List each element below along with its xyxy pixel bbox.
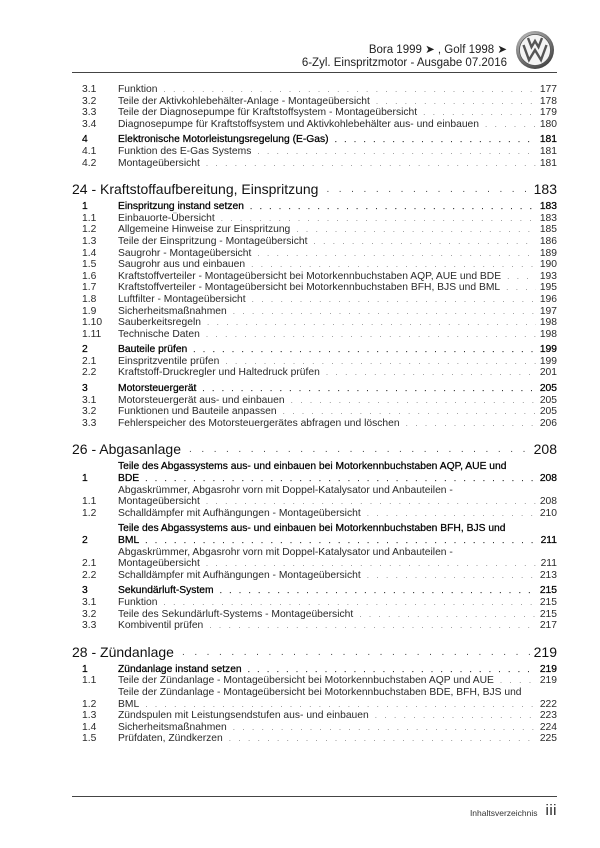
dot-leader: [193, 344, 536, 356]
dot-leader: [220, 585, 536, 597]
toc-subsection-entry[interactable]: [72, 317, 557, 329]
toc-subsection-entry[interactable]: [72, 119, 557, 131]
entry-number: 2: [82, 344, 88, 356]
entry-title: Motorsteuergerät aus- und einbauen: [118, 394, 285, 406]
dot-leader: [206, 329, 536, 341]
entry-body: [118, 213, 557, 225]
entry-title: Einspritzventile prüfen: [118, 355, 220, 367]
toc-subsection-entry[interactable]: [72, 224, 557, 236]
entry-number: 2.2: [82, 367, 97, 379]
toc-subsection-entry[interactable]: [72, 485, 557, 508]
dot-leader: [229, 733, 536, 745]
entry-body: [118, 722, 557, 734]
toc-subsection-entry[interactable]: [72, 508, 557, 520]
entry-title: Kombiventil prüfen: [118, 620, 204, 632]
entry-body: [118, 383, 557, 395]
toc-chapter-heading[interactable]: [72, 644, 557, 660]
dot-leader: [485, 119, 536, 131]
entry-page-number: 223: [539, 710, 557, 722]
header-divider: [72, 72, 557, 73]
toc-chapter-heading[interactable]: [72, 181, 557, 197]
entry-number: 1.5: [82, 259, 97, 271]
toc-subsection-entry[interactable]: [72, 597, 557, 609]
dot-leader: [145, 699, 536, 711]
entry-body: [118, 119, 557, 131]
entry-page-number: 179: [539, 107, 557, 119]
entry-body: [118, 248, 557, 260]
toc-subsection-entry[interactable]: [72, 406, 557, 418]
entry-title: Saugrohr - Montageübersicht: [118, 247, 252, 259]
entry-page-number: 225: [539, 733, 557, 745]
entry-body: [118, 609, 557, 621]
entry-number: 1: [82, 663, 88, 675]
entry-page-number: 197: [539, 305, 557, 317]
entry-body: [118, 329, 557, 341]
entry-body: [118, 620, 557, 632]
entry-number: 3: [82, 383, 88, 395]
entry-number: 1.3: [82, 710, 97, 722]
dot-leader: [250, 201, 536, 213]
header-text: [302, 44, 507, 70]
entry-body: [118, 84, 557, 96]
toc-section-entry[interactable]: [72, 383, 557, 395]
entry-body: [118, 406, 557, 418]
entry-page-number: 198: [539, 317, 557, 329]
entry-number: 3.3: [82, 620, 97, 632]
chapter-page-number: 208: [533, 441, 557, 458]
toc-subsection-entry[interactable]: [72, 356, 557, 368]
entry-body: [118, 236, 557, 248]
entry-title: Abgaskrümmer, Abgasrohr vorn mit Doppel-Katalysator und Anbauteilen -: [118, 546, 453, 558]
entry-title: Montageübersicht: [118, 157, 200, 169]
dot-leader: [145, 535, 536, 547]
entry-page-number: 222: [539, 698, 557, 710]
entry-title: Sicherheitsmaßnahmen: [118, 721, 227, 733]
entry-title: Kraftstoffverteiler - Montageübersicht bei Motorkennbuchstaben BFH, BJS und BML: [118, 282, 501, 294]
entry-number: 3.3: [82, 107, 97, 119]
entry-page-number: 208: [539, 496, 557, 508]
toc-subsection-entry[interactable]: [72, 259, 557, 271]
dot-leader: [225, 356, 536, 368]
toc-subsection-entry[interactable]: [72, 609, 557, 621]
dot-leader: [221, 213, 536, 225]
entry-title: Teile der Zündanlage - Montageübersicht bei Motorkennbuchstaben AQP und AUE: [118, 675, 494, 687]
toc-subsection-entry[interactable]: [72, 570, 557, 582]
toc-subsection-entry[interactable]: [72, 282, 557, 294]
entry-page-number: 190: [539, 259, 557, 271]
entry-number: 2.2: [82, 569, 97, 581]
toc-subsection-entry[interactable]: [72, 158, 557, 170]
entry-body: [118, 570, 557, 582]
entry-number: 1.11: [82, 328, 102, 340]
entry-number: 3.4: [82, 118, 97, 130]
entry-page-number: 186: [539, 235, 557, 247]
entry-body: [118, 356, 557, 368]
toc-section-entry[interactable]: [72, 523, 557, 546]
entry-number: 3.1: [82, 394, 97, 406]
entry-page-number: 211: [540, 535, 557, 546]
entry-body: [118, 158, 557, 170]
entry-number: 1.8: [82, 293, 97, 305]
toc-subsection-entry[interactable]: [72, 96, 557, 108]
entry-body: [118, 107, 557, 119]
entry-page-number: 211: [540, 558, 557, 570]
entry-page-number: 210: [539, 507, 557, 519]
dot-leader: [500, 675, 536, 687]
entry-title: Zündspulen mit Leistungsendstufen aus- und einbauen: [118, 710, 369, 722]
entry-number: 1.3: [82, 235, 97, 247]
entry-number: 1.1: [82, 212, 97, 224]
entry-title: Teile des Abgassystems aus- und einbauen bei Motorkennbuchstaben BFH, BJS und: [118, 523, 506, 535]
entry-number: 4.2: [82, 157, 97, 169]
entry-title: Funktion des E-Gas Systems: [118, 145, 252, 157]
entry-page-number: 215: [539, 585, 557, 597]
entry-page-number: 181: [539, 145, 557, 157]
entry-body: [118, 687, 557, 710]
entry-title-continued: [118, 473, 557, 485]
toc-subsection-entry[interactable]: [72, 248, 557, 260]
dot-leader: [375, 710, 536, 722]
entry-body: [118, 282, 557, 294]
entry-title: Technische Daten: [118, 328, 200, 340]
entry-title-continued: [118, 699, 557, 711]
entry-number: 3.2: [82, 95, 97, 107]
toc-subsection-entry[interactable]: [72, 306, 557, 318]
entry-page-number: 199: [539, 344, 557, 356]
dot-leader: [367, 508, 536, 520]
dot-leader: [207, 317, 536, 329]
dot-leader: [248, 664, 536, 676]
entry-page-number: 199: [539, 355, 557, 367]
dot-leader: [209, 620, 536, 632]
entry-number: 1.2: [82, 507, 97, 519]
entry-body: [118, 146, 557, 158]
entry-body: [118, 271, 557, 283]
dot-leader: [291, 395, 536, 407]
entry-title: Funktionen und Bauteile anpassen: [118, 406, 277, 418]
entry-number: 3.2: [82, 608, 97, 620]
entry-page-number: 193: [539, 270, 557, 282]
entry-title: Bauteile prüfen: [118, 344, 188, 356]
dot-leader: [233, 306, 536, 318]
dot-leader: [506, 282, 536, 294]
entry-body: [118, 294, 557, 306]
entry-number: 1.4: [82, 721, 97, 733]
entry-page-number: 213: [539, 569, 557, 581]
toc-subsection-entry[interactable]: [72, 395, 557, 407]
chapter-page-number: 183: [533, 181, 557, 198]
entry-title: Diagnosepumpe für Kraftstoffsystem und Aktivkohlebehälter aus- und einbauen: [118, 118, 479, 130]
entry-page-number: 198: [539, 328, 557, 340]
entry-title-continued: [118, 535, 557, 547]
dot-leader: [257, 146, 535, 158]
entry-body: [118, 710, 557, 722]
entry-title: Luftfilter - Montageübersicht: [118, 293, 246, 305]
entry-number: 1.1: [82, 496, 97, 508]
toc-subsection-entry[interactable]: [72, 620, 557, 632]
entry-title: Saugrohr aus und einbauen: [118, 259, 246, 271]
entry-title: Zündanlage instand setzen: [118, 663, 242, 675]
entry-number: 2.1: [82, 558, 97, 570]
toc-section-entry[interactable]: [72, 664, 557, 676]
entry-title: Teile des Abgassystems aus- und einbauen bei Motorkennbuchstaben AQP, AUE und: [118, 461, 507, 473]
dot-leader: [202, 383, 535, 395]
dot-leader: [283, 406, 536, 418]
entry-number: 3.1: [82, 84, 97, 95]
entry-number: 1.4: [82, 247, 97, 259]
dot-leader: [189, 443, 532, 457]
entry-number: 1.5: [82, 733, 97, 745]
toc-section-entry[interactable]: [72, 461, 557, 484]
dot-leader: [507, 271, 536, 283]
dot-leader: [376, 96, 536, 108]
entry-body: [118, 224, 557, 236]
entry-page-number: 205: [539, 406, 557, 418]
entry-number: 1.2: [82, 698, 97, 710]
entry-number: 3.3: [82, 417, 97, 429]
entry-page-number: 181: [539, 134, 557, 146]
toc-subsection-entry[interactable]: [72, 418, 557, 430]
toc-section-entry[interactable]: [72, 134, 557, 146]
page-header: [72, 0, 557, 74]
toc-subsection-entry[interactable]: [72, 687, 557, 710]
dot-leader: [233, 722, 536, 734]
footer-label: Inhaltsverzeichnis: [469, 808, 538, 818]
entry-title: Teile der Diagnosepumpe für Kraftstoffsystem - Montageübersicht: [118, 107, 418, 119]
entry-body: [118, 259, 557, 271]
entry-number: 4: [82, 134, 88, 146]
entry-page-number: 206: [539, 417, 557, 429]
toc-subsection-entry[interactable]: [72, 236, 557, 248]
toc-subsection-entry[interactable]: [72, 146, 557, 158]
toc-subsection-entry[interactable]: [72, 271, 557, 283]
entry-body: [118, 597, 557, 609]
entry-number: 1.6: [82, 270, 97, 282]
entry-page-number: 185: [539, 224, 557, 236]
entry-title: Schalldämpfer mit Aufhängungen - Montageübersicht: [118, 569, 361, 581]
entry-title-line2: Montageübersicht: [118, 558, 200, 570]
entry-body: [118, 664, 557, 676]
entry-body: [118, 675, 557, 687]
dot-leader: [406, 418, 536, 430]
entry-number: 2.1: [82, 355, 97, 367]
entry-page-number: 177: [539, 84, 557, 95]
entry-title: Sicherheitsmaßnahmen: [118, 305, 227, 317]
entry-page-number: 195: [539, 282, 557, 294]
chapter-title: 24 - Kraftstoffaufbereitung, Einspritzung: [72, 181, 319, 198]
entry-title: Einbauorte-Übersicht: [118, 212, 215, 224]
entry-title: Abgaskrümmer, Abgasrohr vorn mit Doppel-Katalysator und Anbauteilen -: [118, 484, 453, 496]
entry-title-line2: BML: [118, 535, 140, 546]
entry-body: [118, 306, 557, 318]
entry-page-number: 180: [539, 118, 557, 130]
entry-title: Elektronische Motorleistungsregelung (E-Gas): [118, 134, 329, 146]
toc-subsection-entry[interactable]: [72, 84, 557, 96]
entry-title: Teile der Zündanlage - Montageübersicht bei Motorkennbuchstaben BDE, BFH, BJS und: [118, 686, 522, 698]
entry-page-number: 189: [539, 247, 557, 259]
dot-leader: [367, 570, 536, 582]
entry-title: Teile der Einspritzung - Montageübersicht: [118, 235, 308, 247]
toc-subsection-entry[interactable]: [72, 733, 557, 745]
vw-logo-icon: [515, 30, 555, 70]
entry-page-number: 183: [539, 212, 557, 224]
entry-page-number: 219: [539, 663, 557, 675]
entry-title: Kraftstoff-Druckregler und Haltedruck prüfen: [118, 367, 320, 379]
table-of-contents: [72, 84, 557, 745]
dot-leader: [164, 597, 536, 609]
entry-number: 1.2: [82, 224, 97, 236]
footer-page-number: iii: [545, 802, 557, 819]
entry-page-number: 205: [539, 383, 557, 395]
dot-leader: [313, 236, 535, 248]
dot-leader: [326, 183, 531, 197]
entry-body: [118, 461, 557, 484]
toc-subsection-entry[interactable]: [72, 294, 557, 306]
toc-section-entry[interactable]: [72, 201, 557, 213]
entry-page-number: 178: [539, 95, 557, 107]
entry-title: Teile des Sekundärluft-Systems - Montageübersicht: [118, 608, 354, 620]
toc-subsection-entry[interactable]: [72, 722, 557, 734]
entry-page-number: 181: [539, 157, 557, 169]
entry-title: Einspritzung instand setzen: [118, 201, 244, 213]
chapter-title: 26 - Abgasanlage: [72, 441, 181, 458]
dot-leader: [257, 248, 535, 260]
entry-page-number: 224: [539, 721, 557, 733]
entry-title: Sekundärluft-System: [118, 585, 214, 597]
dot-leader: [145, 473, 536, 485]
toc-subsection-entry[interactable]: [72, 710, 557, 722]
entry-page-number: 205: [539, 394, 557, 406]
toc-subsection-entry[interactable]: [72, 675, 557, 687]
dot-leader: [252, 294, 536, 306]
entry-title-continued: [118, 496, 557, 508]
entry-page-number: 217: [539, 620, 557, 632]
entry-page-number: 215: [539, 596, 557, 608]
dot-leader: [359, 609, 536, 621]
entry-title-line2: BDE: [118, 473, 140, 485]
entry-page-number: 208: [539, 473, 557, 485]
entry-title: Funktion: [118, 84, 158, 95]
entry-number: 3.1: [82, 596, 97, 608]
entry-title: Funktion: [118, 596, 158, 608]
toc-subsection-entry[interactable]: [72, 329, 557, 341]
chapter-title: 28 - Zündanlage: [72, 643, 174, 660]
entry-title: Motorsteuergerät: [118, 383, 197, 395]
entry-number: 1.7: [82, 282, 97, 294]
entry-number: 4.1: [82, 145, 97, 157]
dot-leader: [423, 107, 536, 119]
entry-number: 3.2: [82, 406, 97, 418]
entry-body: [118, 96, 557, 108]
entry-title: Schalldämpfer mit Aufhängungen - Montageübersicht: [118, 507, 361, 519]
entry-page-number: 183: [539, 201, 557, 213]
dot-leader: [335, 134, 536, 146]
dot-leader: [206, 496, 536, 508]
entry-number: 1.1: [82, 675, 97, 687]
dot-leader: [251, 259, 536, 271]
entry-title-line2: BML: [118, 698, 140, 710]
entry-page-number: 219: [539, 675, 557, 687]
entry-title: Kraftstoffverteiler - Montageübersicht bei Motorkennbuchstaben AQP, AUE und BDE: [118, 270, 502, 282]
entry-body: [118, 547, 557, 570]
entry-body: [118, 733, 557, 745]
entry-body: [118, 367, 557, 379]
toc-section-entry[interactable]: [72, 344, 557, 356]
entry-body: [118, 585, 557, 597]
dot-leader: [206, 558, 537, 570]
entry-title: Fehlerspeicher des Motorsteuergerätes abfragen und löschen: [118, 417, 400, 429]
entry-body: [118, 418, 557, 430]
entry-body: [118, 134, 557, 146]
entry-title-line2: Montageübersicht: [118, 496, 200, 508]
entry-body: [118, 317, 557, 329]
entry-page-number: 215: [539, 608, 557, 620]
toc-chapter-heading[interactable]: [72, 441, 557, 457]
entry-number: 2: [82, 535, 88, 546]
entry-title-continued: [118, 558, 557, 570]
entry-title: Sauberkeitsregeln: [118, 317, 201, 329]
entry-body: [118, 395, 557, 407]
toc-subsection-entry[interactable]: [72, 547, 557, 570]
dot-leader: [182, 646, 532, 660]
toc-section-entry[interactable]: [72, 585, 557, 597]
header-manual-title: 6-Zyl. Einspritzmotor - Ausgabe 07.2016: [301, 57, 507, 69]
entry-title: Teile der Aktivkohlebehälter-Anlage - Montageübersicht: [118, 95, 370, 107]
entry-body: [118, 485, 557, 508]
entry-title: Allgemeine Hinweise zur Einspritzung: [118, 224, 291, 236]
entry-number: 1.9: [82, 305, 97, 317]
page-footer: [470, 803, 557, 818]
entry-body: [118, 201, 557, 213]
entry-number: 1: [82, 201, 88, 213]
toc-subsection-entry[interactable]: [72, 367, 557, 379]
footer-divider: [72, 796, 557, 797]
dot-leader: [164, 84, 536, 96]
entry-page-number: 196: [539, 293, 557, 305]
toc-subsection-entry[interactable]: [72, 107, 557, 119]
entry-body: [118, 523, 557, 546]
dot-leader: [326, 367, 536, 379]
entry-page-number: 201: [539, 367, 557, 379]
header-models: Bora 1999 ➤ , Golf 1998 ➤: [368, 44, 507, 56]
dot-leader: [206, 158, 536, 170]
entry-title: Prüfdaten, Zündkerzen: [118, 733, 223, 745]
dot-leader: [296, 224, 536, 236]
entry-body: [118, 344, 557, 356]
entry-number: 1: [82, 473, 88, 485]
toc-subsection-entry[interactable]: [72, 213, 557, 225]
entry-number: 3: [82, 585, 88, 597]
entry-number: 1.10: [82, 317, 103, 329]
entry-body: [118, 508, 557, 520]
chapter-page-number: 219: [533, 643, 557, 660]
